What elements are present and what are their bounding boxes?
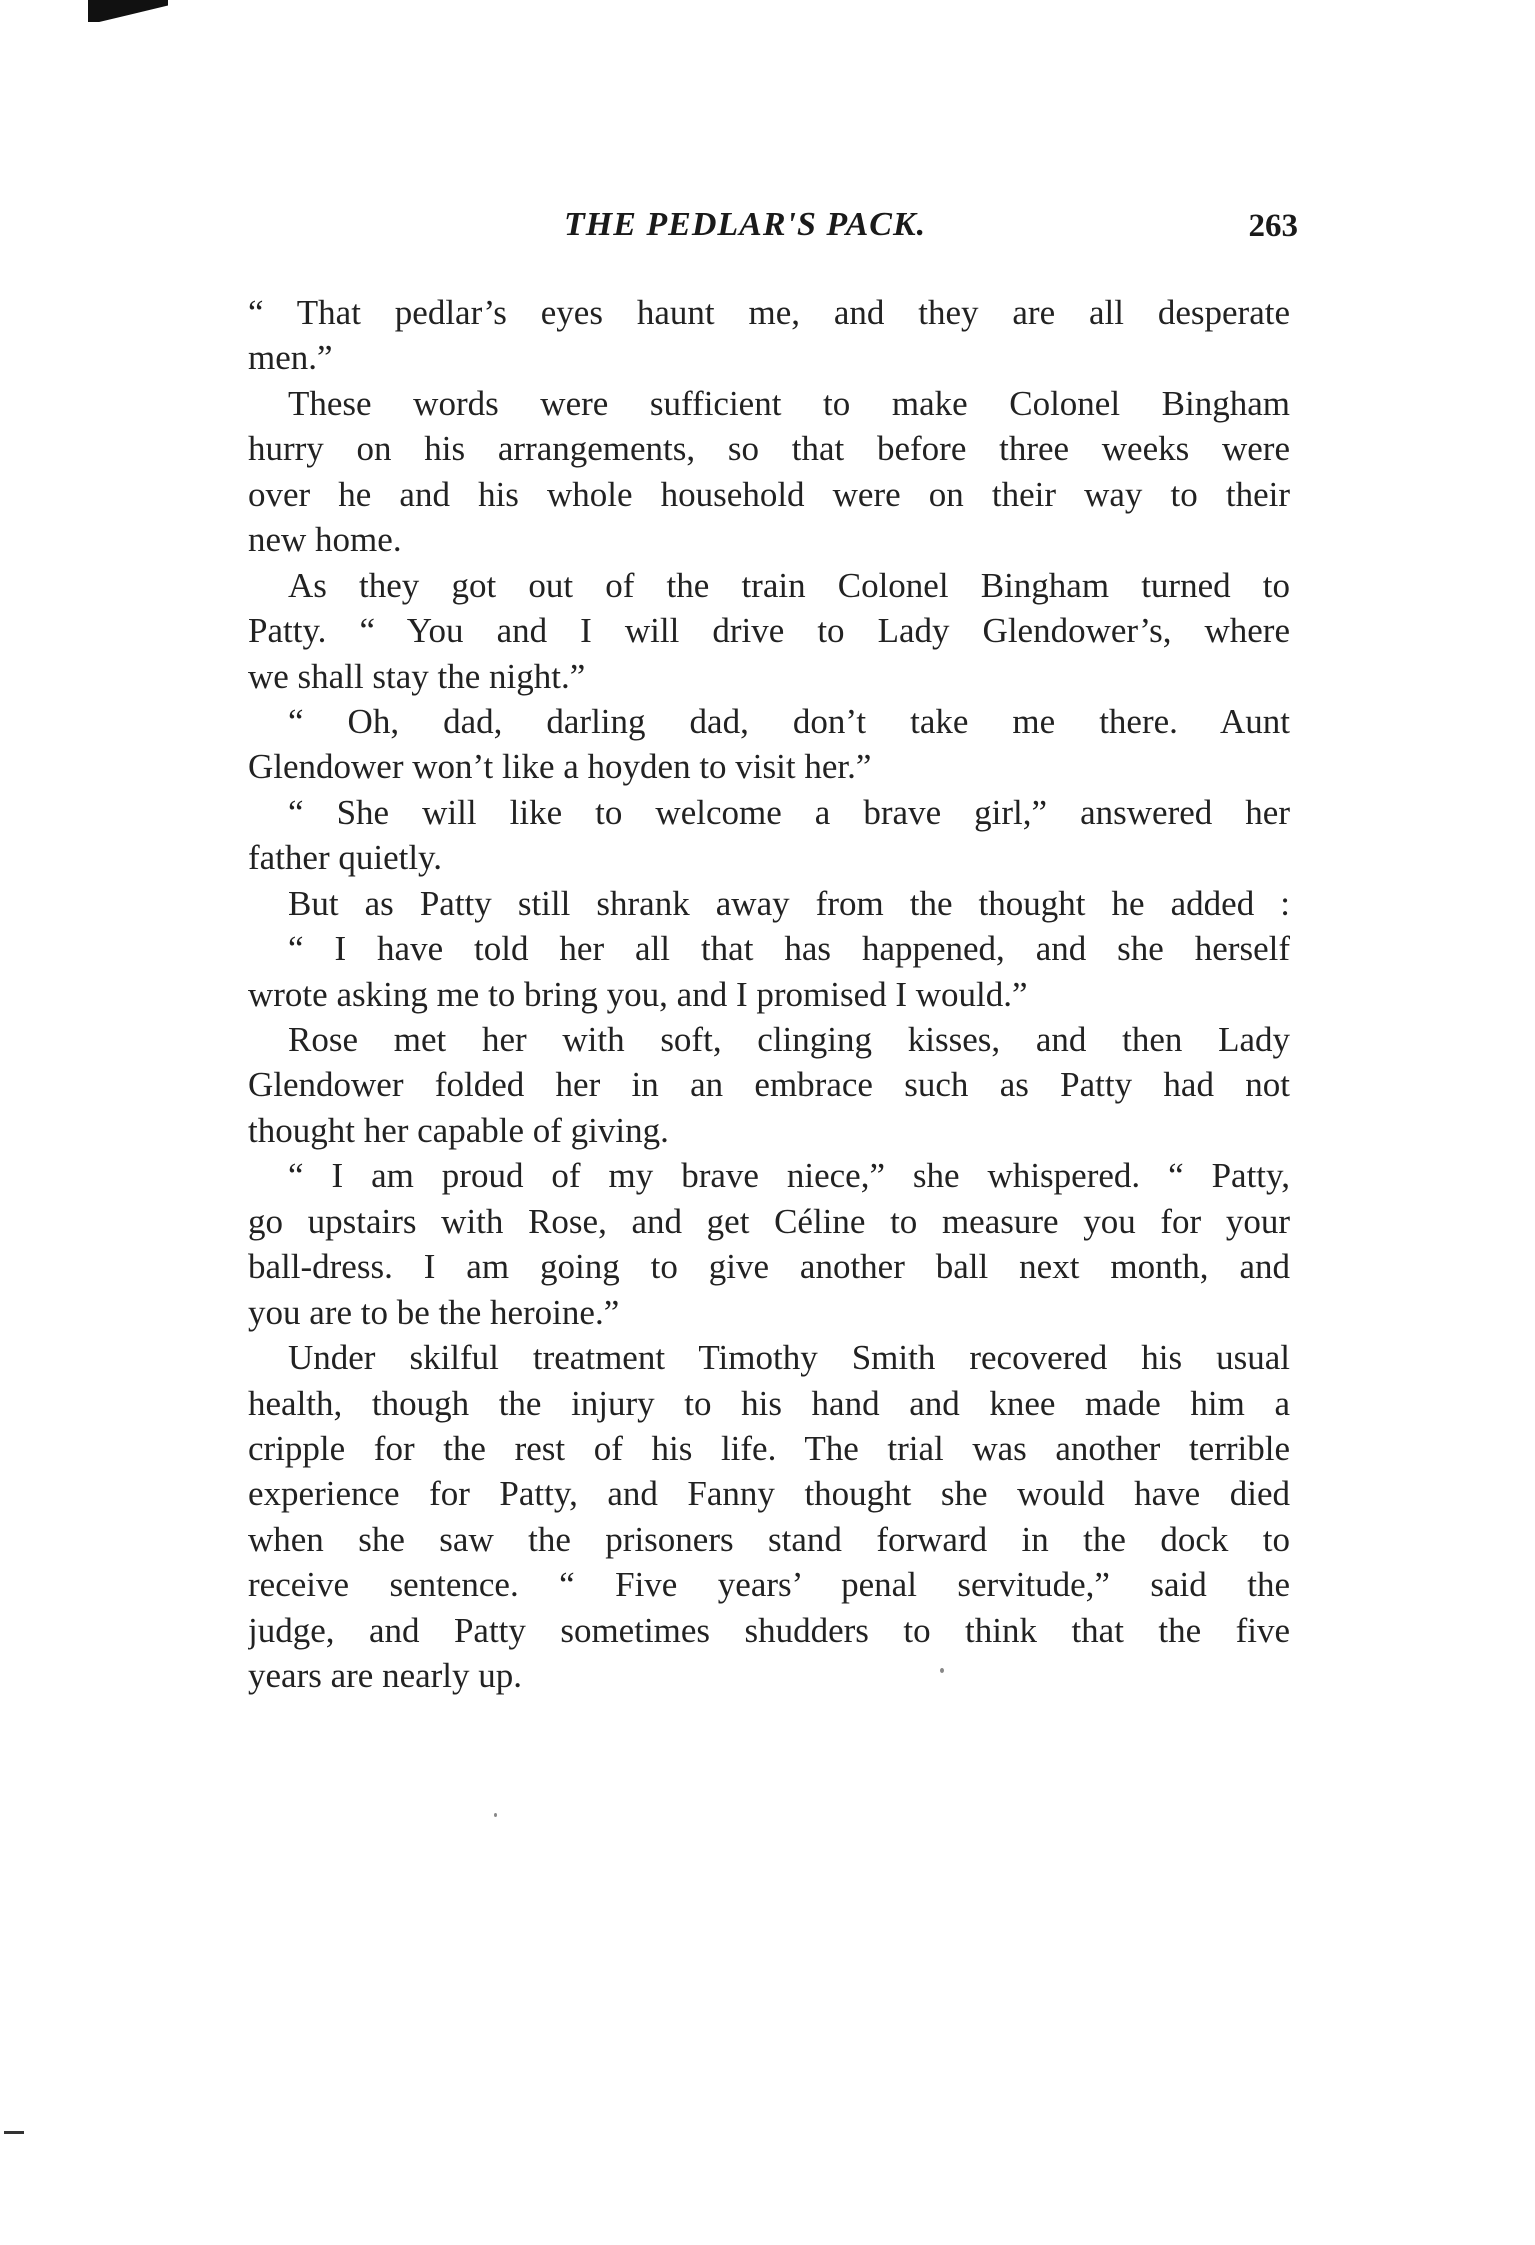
text-line: wrote asking me to bring you, and I promised I would.” [248, 974, 1028, 1014]
text-line: cripple for the rest of his life. The trial was another terrible [248, 1428, 1290, 1468]
text-line: “ She will like to welcome a brave girl,” answered her [288, 792, 1290, 832]
text-line: hurry on his arrangements, so that before three weeks were [248, 429, 1290, 469]
text-line: thought her capable of giving. [248, 1110, 669, 1150]
text-line: ball-dress. I am going to give another ball next month, and [248, 1247, 1290, 1287]
text-line: father quietly. [248, 838, 443, 878]
text-line: health, though the injury to his hand and knee made him a [248, 1383, 1290, 1423]
text-line: “ That pedlar’s eyes haunt me, and they are all desperate [248, 293, 1290, 332]
text-line: years are nearly up. [248, 1656, 523, 1696]
text-line: judge, and Patty sometimes shudders to think that the five [248, 1610, 1290, 1650]
text-line: go upstairs with Rose, and get Céline to measure you for your [248, 1201, 1290, 1241]
text-line: Patty. “ You and I will drive to Lady Glendower’s, where [248, 611, 1290, 651]
text-line: Glendower won’t like a hoyden to visit her.” [248, 747, 872, 787]
paper-speck [494, 1813, 497, 1817]
text-line: new home. [248, 520, 402, 560]
text-line: you are to be the heroine.” [248, 1292, 620, 1332]
text-line: “ I am proud of my brave niece,” she whispered. “ Patty, [288, 1156, 1290, 1196]
text-line: over he and his whole household were on their way to their [248, 474, 1290, 514]
text-line: Glendower folded her in an embrace such as Patty had not [248, 1065, 1290, 1105]
text-line: Under skilful treatment Timothy Smith recovered his usual [288, 1338, 1290, 1378]
text-line: As they got out of the train Colonel Bingham turned to [288, 565, 1290, 605]
text-line: “ I have told her all that has happened, and she herself [288, 929, 1290, 969]
text-line: Rose met her with soft, clinging kisses, and then Lady [288, 1020, 1290, 1059]
text-line: These words were sufficient to make Colonel Bingham [288, 383, 1290, 423]
text-line: men.” [248, 338, 333, 378]
running-title: THE PEDLAR'S PACK. [564, 206, 927, 243]
scan-edge-mark [4, 2131, 24, 2134]
body-text [248, 290, 1290, 1699]
scan-corner-mark [88, 0, 168, 22]
text-line: experience for Patty, and Fanny thought she would have died [248, 1474, 1290, 1514]
page-number: 263 [1248, 208, 1298, 244]
text-line: receive sentence. “ Five years’ penal servitude,” said the [248, 1565, 1290, 1605]
text-line: we shall stay the night.” [248, 656, 586, 696]
running-head [248, 206, 1330, 258]
text-line: “ Oh, dad, darling dad, don’t take me there. Aunt [288, 701, 1290, 741]
text-line: when she saw the prisoners stand forward in the dock to [248, 1519, 1290, 1559]
text-line: But as Patty still shrank away from the thought he added : [288, 883, 1290, 923]
